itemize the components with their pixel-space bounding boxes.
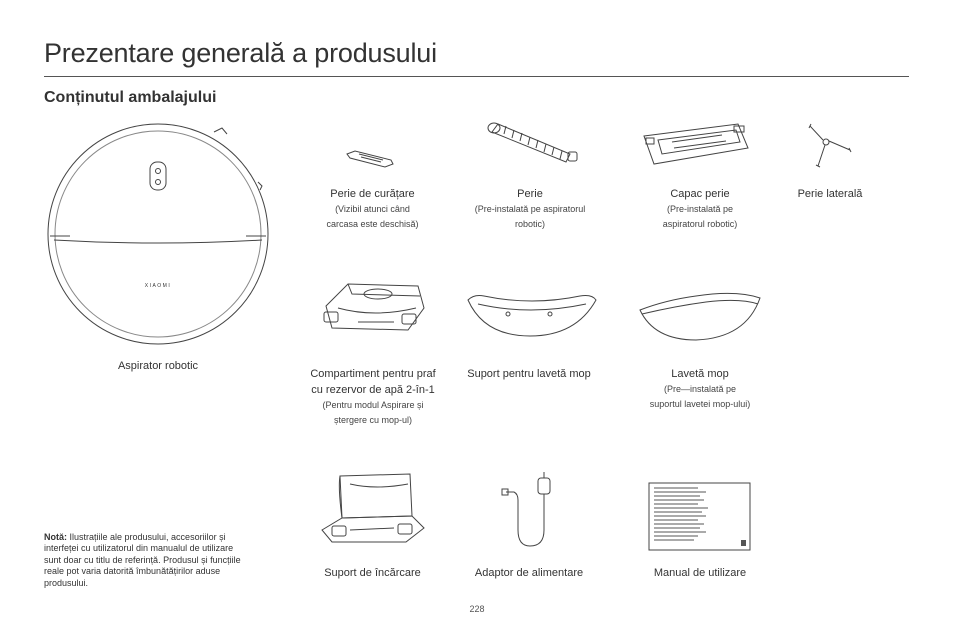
mop-pad-illustration — [636, 288, 766, 344]
robot-brand-text: XIAOMI — [144, 283, 172, 289]
page-title: Prezentare generală a produsului — [44, 38, 437, 68]
mop-pad-label: Lavetă mop (Pre—instalată pe suportul lavetei mop-ului) — [649, 368, 751, 409]
mop-bracket-illustration — [464, 290, 600, 340]
side-brush-label: Perie laterală — [797, 188, 863, 200]
cleaning-brush-illustration — [345, 148, 395, 170]
side-brush-illustration — [806, 122, 854, 168]
title-divider — [44, 76, 909, 77]
section-subtitle: Conținutul ambalajului — [44, 89, 217, 106]
page-number: 228 — [469, 604, 485, 614]
power-adapter-label: Adaptor de alimentare — [474, 567, 584, 579]
reference-note — [44, 532, 249, 589]
note-text: Ilustrațiile ale produsului, accesoriilor și interfeței cu utilizatorul din manualul de utilizare sunt doar cu titlu de referință. Produsul și funcțiile reale pot varia datorită îmbunătățirilor aduse produsului. — [44, 532, 241, 588]
power-adapter-illustration — [500, 470, 560, 550]
user-manual-illustration — [648, 482, 752, 552]
robot-label: Aspirator robotic — [117, 360, 199, 372]
charging-dock-illustration — [320, 470, 426, 546]
brush-cover-illustration — [642, 120, 752, 166]
cleaning-brush-label: Perie de curățare (Vizibil atunci când carcasa este deschisă) — [326, 188, 419, 229]
brush-cover-label: Capac perie (Pre-instalată pe aspiratorul robotic) — [662, 188, 738, 229]
dust-tank-illustration — [318, 278, 430, 338]
brush-label: Perie (Pre-instalată pe aspiratorul robotic) — [474, 188, 586, 229]
note-prefix: Notă: — [44, 532, 67, 542]
charging-dock-label: Suport de încărcare — [324, 567, 421, 579]
main-brush-illustration — [484, 118, 580, 168]
robot-vacuum-illustration — [46, 122, 272, 348]
user-manual-label: Manual de utilizare — [653, 567, 747, 579]
dust-tank-label: Compartiment pentru praf cu rezervor de apă 2-în-1 (Pentru modul Aspirare și ștergere cu mop-ul) — [310, 368, 436, 425]
mop-bracket-label: Suport pentru lavetă mop — [467, 368, 591, 380]
